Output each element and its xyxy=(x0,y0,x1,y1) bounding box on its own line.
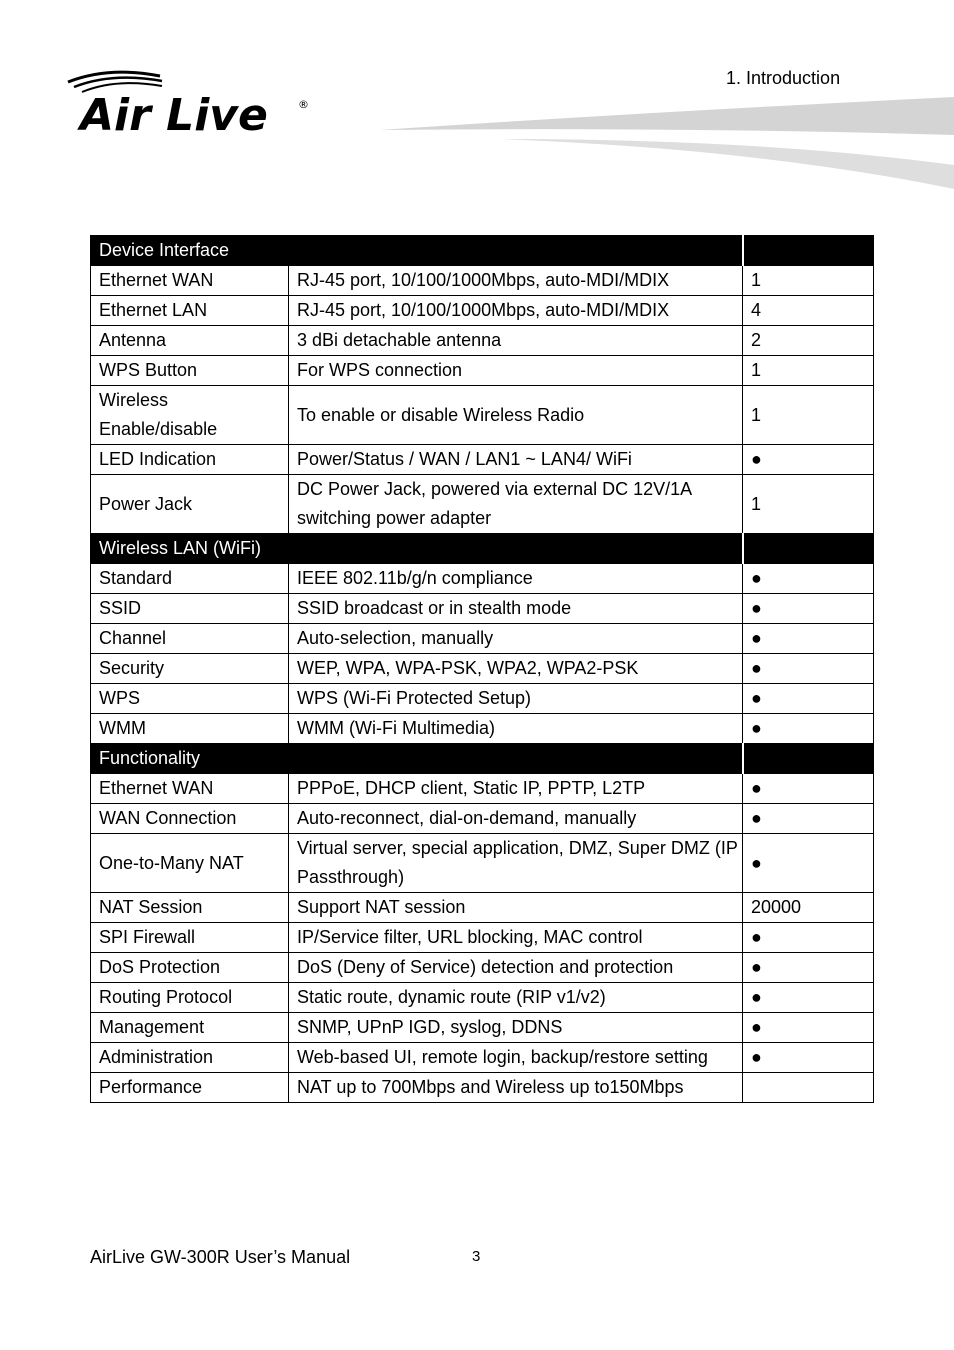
value-cell: ● xyxy=(743,834,874,893)
feature-cell: SPI Firewall xyxy=(91,923,289,953)
table-row xyxy=(91,983,874,1013)
feature-cell: Standard xyxy=(91,564,289,594)
feature-cell: Wireless Enable/disable xyxy=(91,386,289,445)
value-cell: ● xyxy=(743,594,874,624)
section-header xyxy=(91,744,874,774)
value-cell: ● xyxy=(743,1043,874,1073)
value-cell: ● xyxy=(743,804,874,834)
table-row xyxy=(91,1013,874,1043)
airlive-logo xyxy=(64,66,314,138)
description-cell: WMM (Wi-Fi Multimedia) xyxy=(289,714,743,744)
description-cell: RJ-45 port, 10/100/1000Mbps, auto-MDI/MDIX xyxy=(289,266,743,296)
value-cell: 1 xyxy=(743,386,874,445)
description-cell: Auto-selection, manually xyxy=(289,624,743,654)
feature-cell: Antenna xyxy=(91,326,289,356)
description-cell: NAT up to 700Mbps and Wireless up to150Mbps xyxy=(289,1073,743,1103)
table-row xyxy=(91,804,874,834)
value-cell: ● xyxy=(743,1013,874,1043)
section-header xyxy=(91,236,874,266)
description-cell: Support NAT session xyxy=(289,893,743,923)
feature-cell: Routing Protocol xyxy=(91,983,289,1013)
feature-cell: Management xyxy=(91,1013,289,1043)
value-cell: ● xyxy=(743,445,874,475)
feature-cell: Administration xyxy=(91,1043,289,1073)
description-cell: WPS (Wi-Fi Protected Setup) xyxy=(289,684,743,714)
table-row xyxy=(91,1043,874,1073)
value-cell: ● xyxy=(743,654,874,684)
value-cell: ● xyxy=(743,953,874,983)
description-cell: SSID broadcast or in stealth mode xyxy=(289,594,743,624)
value-cell: ● xyxy=(743,624,874,654)
description-cell: IP/Service filter, URL blocking, MAC control xyxy=(289,923,743,953)
description-cell: For WPS connection xyxy=(289,356,743,386)
value-cell xyxy=(743,1073,874,1103)
section-title: Wireless LAN (WiFi) xyxy=(91,534,743,564)
feature-cell: Security xyxy=(91,654,289,684)
value-cell: ● xyxy=(743,774,874,804)
specification-table xyxy=(90,235,874,1103)
table-row xyxy=(91,386,874,445)
feature-cell: DoS Protection xyxy=(91,953,289,983)
table-row xyxy=(91,326,874,356)
description-cell: Virtual server, special application, DMZ, Super DMZ (IP Passthrough) xyxy=(289,834,743,893)
feature-cell: Ethernet WAN xyxy=(91,774,289,804)
svg-text:®: ® xyxy=(298,98,309,111)
table-row xyxy=(91,594,874,624)
table-row xyxy=(91,475,874,534)
description-cell: 3 dBi detachable antenna xyxy=(289,326,743,356)
chapter-heading: 1. Introduction xyxy=(726,68,841,88)
section-title: Functionality xyxy=(91,744,743,774)
description-cell: DoS (Deny of Service) detection and protection xyxy=(289,953,743,983)
svg-text:Air Live: Air Live xyxy=(80,90,268,138)
table-row xyxy=(91,893,874,923)
description-cell: RJ-45 port, 10/100/1000Mbps, auto-MDI/MDIX xyxy=(289,296,743,326)
value-cell: 4 xyxy=(743,296,874,326)
table-row xyxy=(91,953,874,983)
section-title: Device Interface xyxy=(91,236,743,266)
value-cell: 1 xyxy=(743,356,874,386)
value-cell: 1 xyxy=(743,266,874,296)
table-row xyxy=(91,296,874,326)
feature-cell: WPS xyxy=(91,684,289,714)
table-row xyxy=(91,624,874,654)
footer-manual-title: AirLive GW-300R User’s Manual xyxy=(90,1247,351,1267)
value-cell: ● xyxy=(743,923,874,953)
description-cell: To enable or disable Wireless Radio xyxy=(289,386,743,445)
description-cell: WEP, WPA, WPA-PSK, WPA2, WPA2-PSK xyxy=(289,654,743,684)
table-row xyxy=(91,834,874,893)
value-cell: 1 xyxy=(743,475,874,534)
feature-cell: WAN Connection xyxy=(91,804,289,834)
page-number: 3 xyxy=(472,1248,481,1265)
feature-cell: LED Indication xyxy=(91,445,289,475)
table-row xyxy=(91,1073,874,1103)
section-header xyxy=(91,534,874,564)
feature-cell: Channel xyxy=(91,624,289,654)
table-row xyxy=(91,654,874,684)
description-cell: DC Power Jack, powered via external DC 12V/1A switching power adapter xyxy=(289,475,743,534)
table-row xyxy=(91,356,874,386)
description-cell: Static route, dynamic route (RIP v1/v2) xyxy=(289,983,743,1013)
table-row xyxy=(91,445,874,475)
value-cell: 2 xyxy=(743,326,874,356)
description-cell: Web-based UI, remote login, backup/restore setting xyxy=(289,1043,743,1073)
feature-cell: Ethernet WAN xyxy=(91,266,289,296)
description-cell: IEEE 802.11b/g/n compliance xyxy=(289,564,743,594)
table-row xyxy=(91,923,874,953)
description-cell: PPPoE, DHCP client, Static IP, PPTP, L2TP xyxy=(289,774,743,804)
value-cell: ● xyxy=(743,983,874,1013)
value-cell: 20000 xyxy=(743,893,874,923)
feature-cell: Performance xyxy=(91,1073,289,1103)
table-row xyxy=(91,714,874,744)
header-swoosh-graphic xyxy=(380,95,954,195)
feature-cell: SSID xyxy=(91,594,289,624)
table-row xyxy=(91,564,874,594)
table-row xyxy=(91,266,874,296)
value-cell: ● xyxy=(743,564,874,594)
description-cell: SNMP, UPnP IGD, syslog, DDNS xyxy=(289,1013,743,1043)
feature-cell: WMM xyxy=(91,714,289,744)
feature-cell: Ethernet LAN xyxy=(91,296,289,326)
value-cell: ● xyxy=(743,684,874,714)
description-cell: Auto-reconnect, dial-on-demand, manually xyxy=(289,804,743,834)
feature-cell: WPS Button xyxy=(91,356,289,386)
feature-cell: One-to-Many NAT xyxy=(91,834,289,893)
feature-cell: Power Jack xyxy=(91,475,289,534)
table-row xyxy=(91,774,874,804)
description-cell: Power/Status / WAN / LAN1 ~ LAN4/ WiFi xyxy=(289,445,743,475)
value-cell: ● xyxy=(743,714,874,744)
feature-cell: NAT Session xyxy=(91,893,289,923)
table-row xyxy=(91,684,874,714)
